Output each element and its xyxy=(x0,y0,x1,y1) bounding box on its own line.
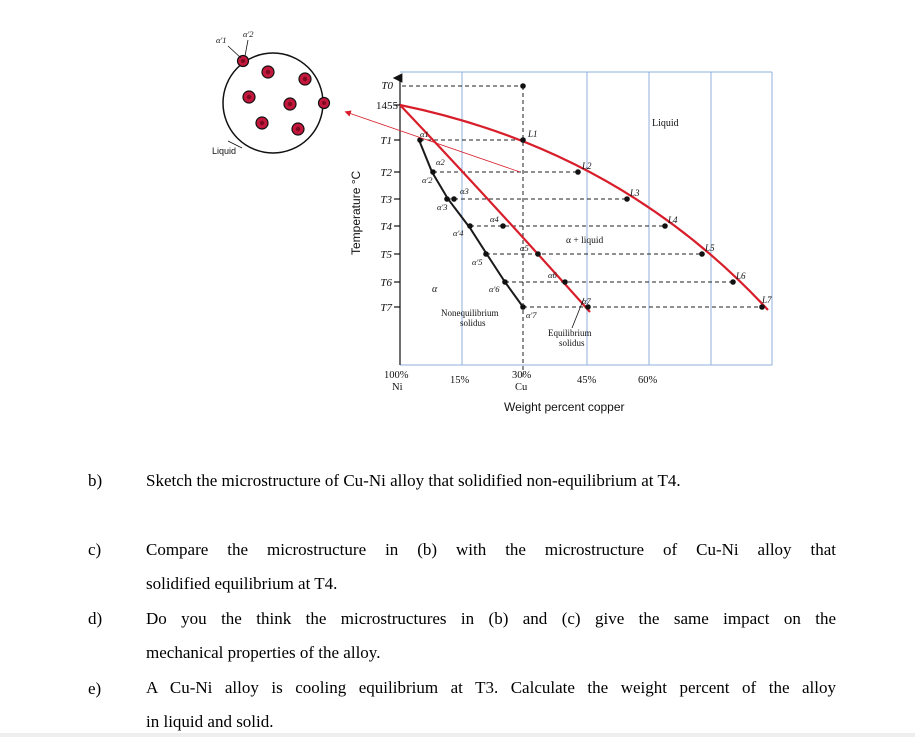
inset-alpha1: α'1 xyxy=(216,35,227,45)
equilibrium-label-2: solidus xyxy=(559,338,585,348)
label-l7: L7 xyxy=(762,295,772,305)
temp-t0: T0 xyxy=(381,80,393,92)
question-text: A Cu-Ni alloy is cooling equilibrium at T3. Calculate the weight percent of the alloy in liquid and solid. xyxy=(146,678,836,731)
temp-t5: T5 xyxy=(380,249,392,261)
label-ap6: α'6 xyxy=(489,284,500,294)
x-tick-15: 15% xyxy=(450,375,470,386)
x-tick-30-sub: Cu xyxy=(515,382,528,393)
x-tick-ni: 100% xyxy=(384,370,409,381)
page-bottom-edge xyxy=(0,733,915,737)
label-ap2: α'2 xyxy=(422,175,433,185)
label-l1: L1 xyxy=(528,129,538,139)
label-l2: L2 xyxy=(582,161,592,171)
plot-frame xyxy=(400,72,772,365)
inset-liquid-label: Liquid xyxy=(212,146,237,156)
label-a3: α3 xyxy=(460,186,469,196)
temp-t7: T7 xyxy=(380,302,392,314)
label-ap5: α'5 xyxy=(472,257,483,267)
temp-1455: 1455 xyxy=(376,100,398,112)
equilibrium-label-1: Equilibrium xyxy=(548,328,592,338)
question-label: b) xyxy=(88,471,103,490)
x-tick-60: 60% xyxy=(638,375,658,386)
temp-t1: T1 xyxy=(380,135,392,147)
temp-t2: T2 xyxy=(380,167,392,179)
microstructure-inset xyxy=(212,29,330,156)
label-l3: L3 xyxy=(630,188,640,198)
label-ap7: α'7 xyxy=(526,310,537,320)
label-a7: α7 xyxy=(582,296,591,306)
question-label: c) xyxy=(88,540,102,559)
inset-alpha2: α'2 xyxy=(243,29,254,39)
label-a4: α4 xyxy=(490,214,499,224)
label-a1: α1 xyxy=(420,129,429,139)
nonequilibrium-label-1: Nonequilibrium xyxy=(441,308,499,318)
question-text: Compare the microstructure in (b) with the microstructure of Cu-Ni alloy that solidified equilibrium at T4. xyxy=(146,540,836,593)
x-axis-label: Weight percent copper xyxy=(504,400,625,414)
question-label: d) xyxy=(88,609,103,628)
x-tick-30: 30% xyxy=(512,370,532,381)
question-label: e) xyxy=(88,679,102,698)
nonequilibrium-label-2: solidus xyxy=(460,318,486,328)
label-l6: L6 xyxy=(736,271,746,281)
label-ap4: α'4 xyxy=(453,228,464,238)
label-a5: α5 xyxy=(520,243,529,253)
region-alpha: α xyxy=(432,284,438,295)
label-a6: α6 xyxy=(548,270,557,280)
label-a2: α2 xyxy=(436,157,445,167)
y-axis xyxy=(394,78,400,365)
label-ap3: α'3 xyxy=(437,202,448,212)
temp-t6: T6 xyxy=(380,277,392,289)
y-axis-label: Temperature °C xyxy=(349,170,363,255)
temp-t4: T4 xyxy=(380,221,392,233)
region-two-phase: α + liquid xyxy=(566,236,604,246)
inset-pointer xyxy=(346,112,520,172)
label-l5: L5 xyxy=(705,243,715,253)
temp-t3: T3 xyxy=(380,194,392,206)
question-text: Sketch the microstructure of Cu-Ni alloy that solidified non-equilibrium at T4. xyxy=(146,471,681,490)
region-liquid: Liquid xyxy=(652,118,679,129)
label-l4: L4 xyxy=(668,215,678,225)
x-tick-45: 45% xyxy=(577,375,597,386)
x-tick-ni-sub: Ni xyxy=(392,382,403,393)
question-text: Do you the think the microstructures in (b) and (c) give the same impact on the mechanical properties of the alloy. xyxy=(146,609,836,662)
